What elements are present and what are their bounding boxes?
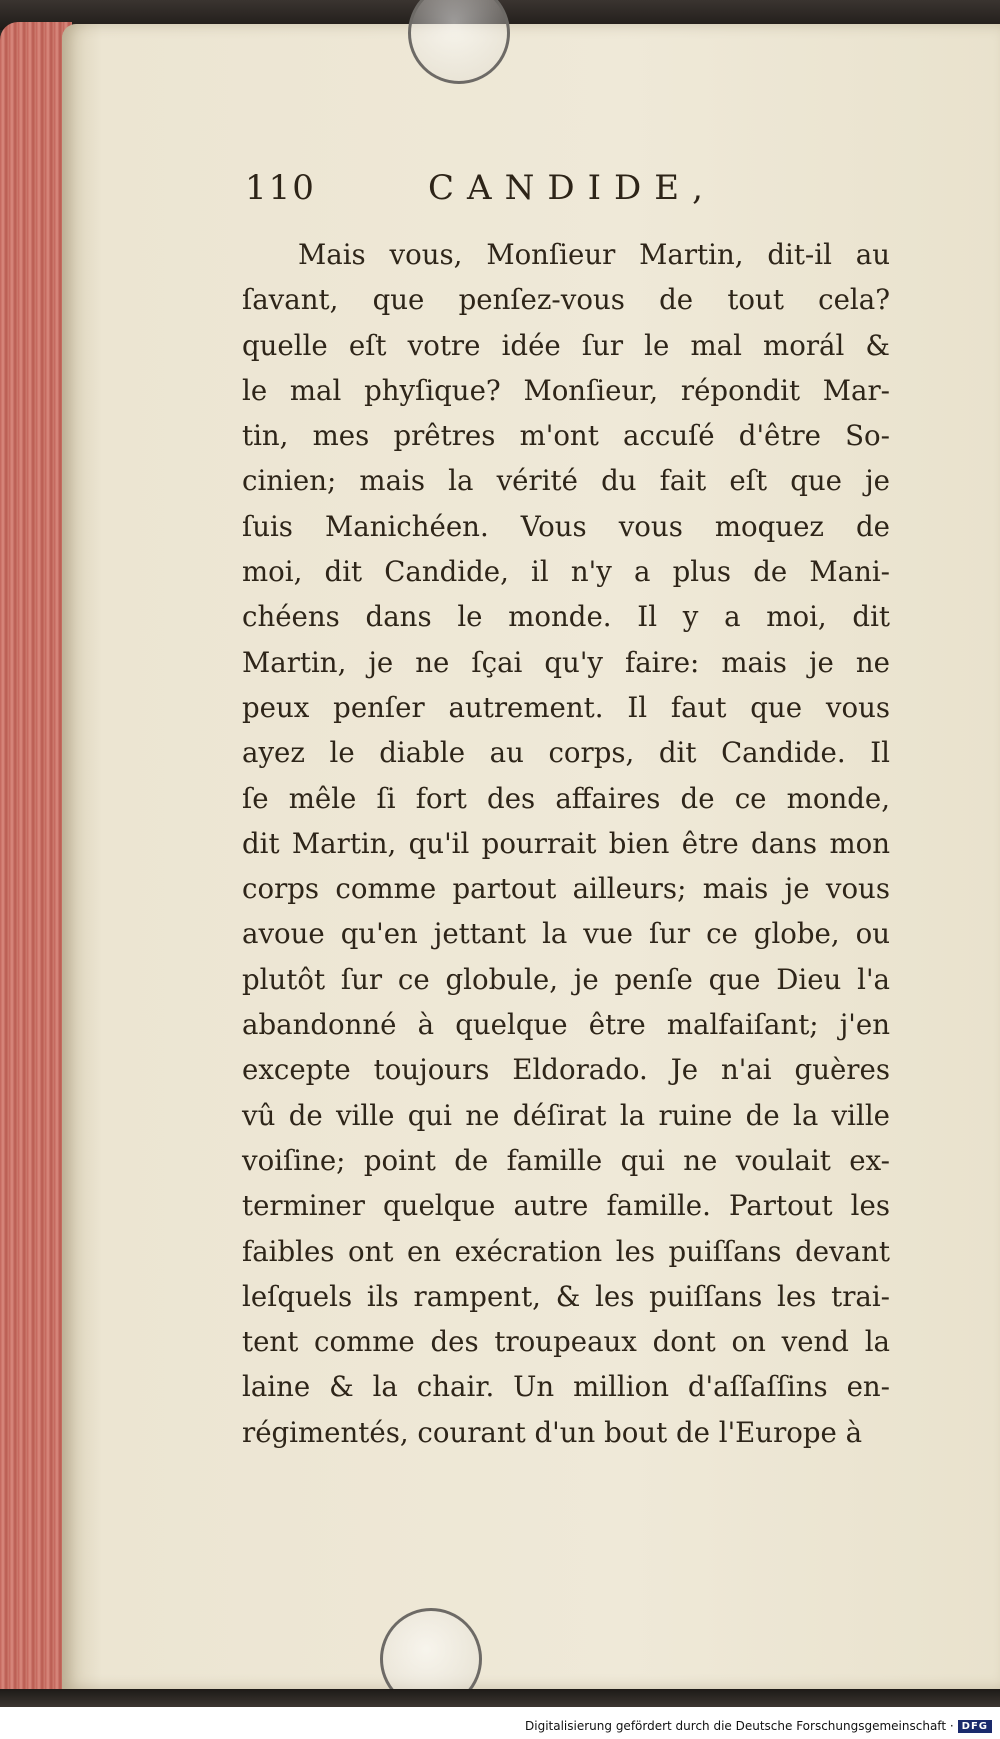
text-line: ſuis Manichéen. Vous vous moquez de [242,509,890,543]
text-line: abandonné à quelque être malfaiſant; j'en [242,1008,890,1042]
text-line: avoue qu'en jettant la vue ſur ce globe, ou [242,917,890,951]
text-line: cinien; mais la vérité du fait eſt que je [242,464,890,498]
text-line: quelle eſt votre idée ſur le mal morál & [242,328,890,362]
text-line: moi, dit Candide, il n'y a plus de Mani- [242,555,890,589]
text-line: excepte toujours Eldorado. Je n'ai guères [242,1053,890,1087]
text-line: Mais vous, Monſieur Martin, dit-il au [298,238,890,271]
text-line: ſavant, que penſez-vous de tout cela? [242,283,890,317]
page-number: 110 [245,168,316,208]
text-line: le mal phyſique? Monſieur, répondit Mar- [242,373,890,407]
credit-text: Digitalisierung gefördert durch die Deutsche Forschungsgemeinschaft · [525,1719,954,1733]
text-line: terminer quelque autre famille. Partout les [242,1189,890,1223]
text-line: Martin, je ne ſçai qu'y faire: mais je ne [242,645,890,679]
text-line: tent comme des troupeaux dont on vend la [242,1325,890,1359]
text-line: ayez le diable au corps, dit Candide. Il [242,736,890,770]
text-line: plutôt ſur ce globule, je penſe que Dieu l'a [242,962,890,996]
text-line: régimentés, courant d'un bout de l'Europe à [242,1415,863,1449]
dfg-logo-icon: DFG [958,1720,992,1733]
body-text [242,232,890,1455]
text-line: ſe mêle ſi fort des affaires de ce monde, [242,781,890,815]
text-line: voiſine; point de famille qui ne voulait ex- [242,1143,890,1177]
running-head: CANDIDE, [428,168,716,208]
text-line: corps comme partout ailleurs; mais je vous [242,872,890,906]
text-line: tin, mes prêtres m'ont accuſé d'être So- [242,419,890,453]
text-line: peux penſer autrement. Il faut que vous [242,690,890,724]
page-header [245,168,765,218]
text-line: dit Martin, qu'il pourrait bien être dans mon [242,826,890,860]
digitization-credit [525,1716,992,1736]
text-line: leſquels ils rampent, & les puiſſans les trai- [242,1279,890,1313]
text-line: laine & la chair. Un million d'aſſaſſins en- [242,1370,890,1404]
text-line: vû de ville qui ne déſirat la ruine de la ville [242,1098,890,1132]
text-line: faibles ont en exécration les puiſſans devant [242,1234,890,1268]
text-line: chéens dans le monde. Il y a moi, dit [242,600,890,634]
scanner-bottom-edge [0,1689,1000,1707]
